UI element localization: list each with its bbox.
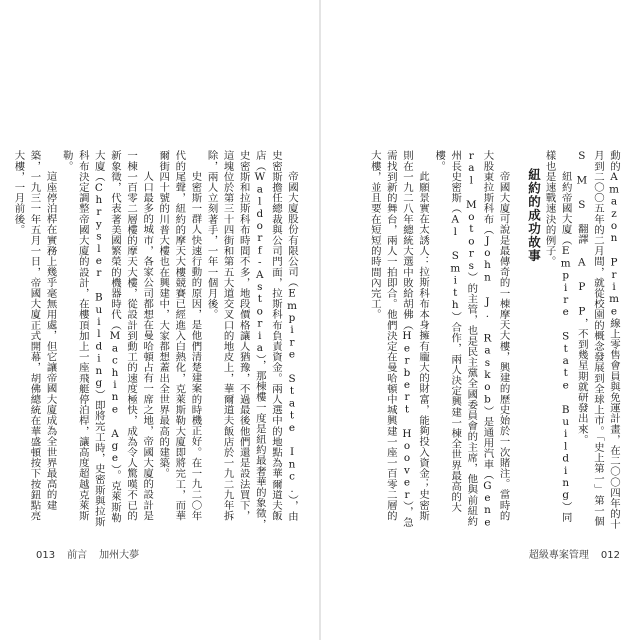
section-heading: 紐約的成功故事 [526,168,542,263]
paragraph: 紐約帝國大廈（Empire State Building）同樣也是速戰速決的例子。 [543,150,572,523]
page-number: 012 [600,550,620,561]
right-footer [529,546,620,561]
right-page [320,0,640,640]
section-name: 前言 [67,550,88,561]
paragraph: 史密斯一群人快速行動的原因，是他們清楚建案的時機正好。在一九二〇年代的尾聲，紐約的摩天大樓競賽已經進入白熱化，克萊斯勒大廈即將完工，而華爾街四十號的川普大樓也在興建中，大家都想蓋出全世界最高的建築。 [157,150,202,521]
paragraph: 人口最多的城市，各家公司都想在曼哈頓占有一席之地，帝國大廈的設計是一棟一百零二層樓的摩天大樓，從設計到動工的速度極快，成為令人驚嘆不已的新象徵，代表著美國繁榮的機器時代（Machine Age）。克萊斯勒大廈（Chrysler Building）即將完工時，史密斯與拉斯科布決定調整帝國大廈的設計，在樓頂加上一座飛艇停泊桿，讓高度超越克萊斯勒。 [60,150,154,527]
page-number: 013 [36,550,56,561]
paragraph: 此願景實在太誘人：拉斯科布本身擁有龐大的財富，能夠投入資金；史密斯則在一九二八年總統大選中敗給胡佛（Herbert Hoover），急需找到新的舞台，兩人一拍即合。他們決定在曼哈頓中城興建一座一百零二層的大樓，並且要在短短的時間內完工。 [368,150,430,528]
paragraph: 這座停泊桿在實務上幾乎毫無用處，但它讓帝國大廈成為全世界最高的建築，一九三一年五月一日，帝國大廈正式開幕，胡佛總統在華盛頓按下按鈕點亮大樓，一月前後。 [12,150,57,521]
left-footer [36,546,139,561]
right-body-text [340,150,622,530]
paragraph: 動的Amazon Prime線上零售會員與免運計畫，在二〇〇四年的十月到二〇〇五年的二月間，就從校園的概念發展到全球上市。「史上第一」第一個S M S 翻譯 A P P，不到幾星期就研發出來。 [575,150,620,530]
book-title: 超級專案管理 [528,550,589,561]
left-body-text [12,150,300,530]
paragraph: 帝國大廈可說是最傳奇的一棟摩天大樓，興建的歷史始於一次賭注。當時的大股東拉斯科布（John J. Raskob）是通用汽車（General Motors）的主管，也是民主黨全國委員會的主席，他與前紐約州長史密斯（Al Smith）合作，兩人決定興建一棟全世界最高的大樓。 [433,150,510,529]
paragraph: 帝國大廈股份有限公司（Empire State Inc.），由史密斯擔任總裁與公司門面，拉斯科布負責資金。兩人選中的地點為華爾道夫飯店（Waldorf-Astoria），那棟樓一度是紐約最奢華的象徵，史密斯和拉斯科布時間不多，地段價格讓人猶豫，不過最後他們還是設法買下，這塊位於第三十四街和第五大道交叉口的地皮上，華爾道夫飯店於一九二九年拆除，兩人立刻著手，一年一個月後。 [205,150,298,530]
book-title: 加州大夢 [99,550,140,561]
